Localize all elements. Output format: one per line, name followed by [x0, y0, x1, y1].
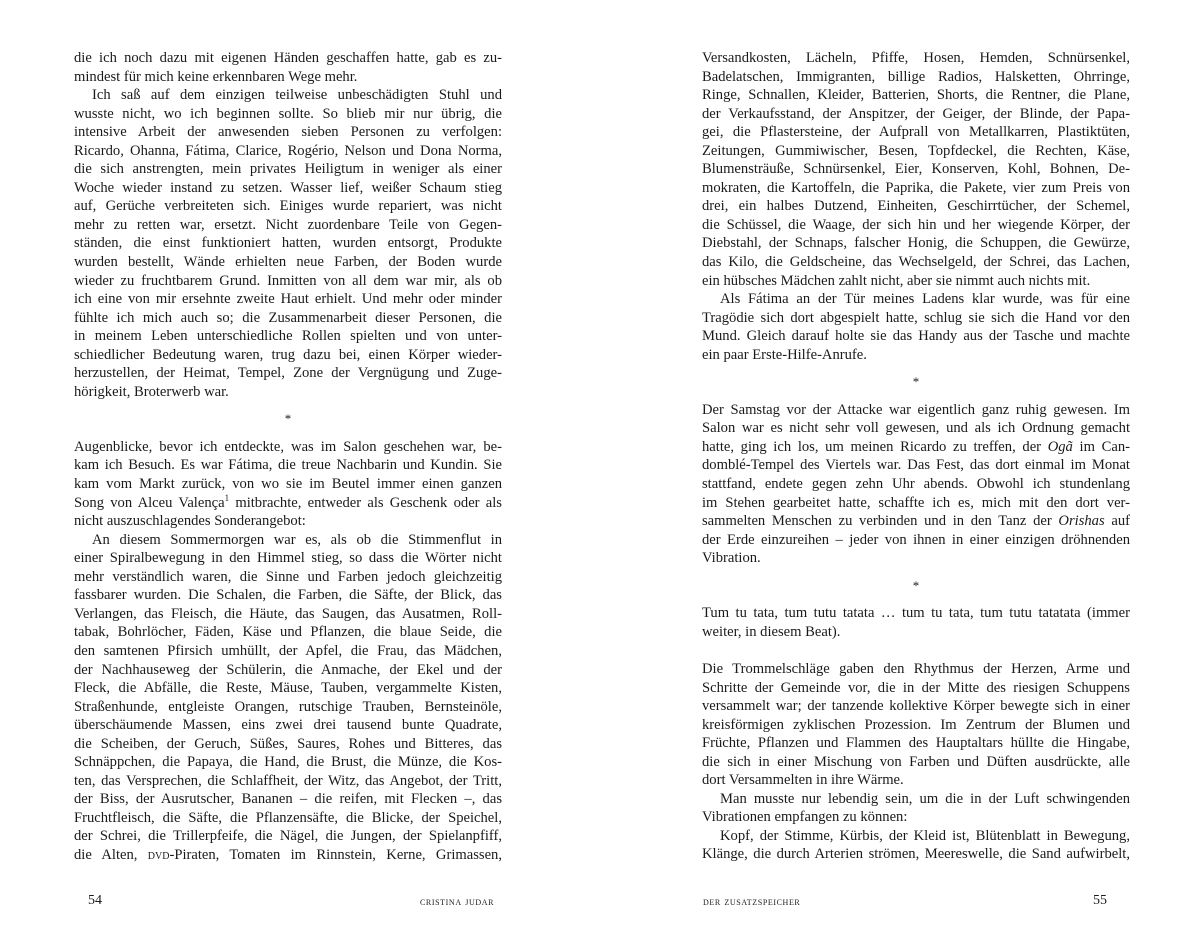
text-line: Klänge, die durch Arterien strömen, Meereswelle, die Sand aufwirbelt, — [702, 846, 1130, 863]
text-line: Verlangen, das Fleisch, die Häute, das Saugen, das Ausatmen, Roll- — [74, 605, 502, 622]
text-line: fassbarer wurden. Die Schalen, die Farben, die Säfte, der Blick, das — [74, 587, 502, 604]
text-line: dort Versammelten in ihre Wärme. — [702, 772, 904, 789]
left-page — [74, 49, 502, 865]
paragraph — [702, 604, 1130, 641]
text-line: gei, die Pflastersteine, der Aufprall von Metallkarren, Plastiktüten, — [702, 124, 1130, 141]
italic-term: Orishas — [1058, 513, 1105, 530]
text-line: Tragödie sich dort abgespielt hatte, schlug sie sich die Hand vor den — [702, 309, 1130, 326]
page-number-left: 54 — [88, 893, 102, 908]
text-line: einer Spiralbewegung in den Himmel stieg, so dass die Wörter nicht — [74, 550, 502, 567]
paragraph — [74, 86, 502, 401]
text-line: intensive Arbeit der anwesenden sieben Personen zu verfolgen: — [74, 124, 502, 141]
text-line: Augenblicke, bevor ich entdeckte, was im Salon geschehen war, be- — [74, 438, 502, 455]
text-line: ich eine von mir ersehnte zweite Haut erhielt. Und mehr oder minder — [74, 291, 502, 308]
paragraph — [702, 401, 1130, 568]
text-line: Straßenhunde, entgleiste Orangen, rutschige Trauben, Bernsteinöle, — [74, 698, 502, 715]
text-line: schiedlicher Bedeutung waren, trug dazu bei, einen Körper wieder- — [74, 346, 502, 363]
text-line: wurden bestellt, Wände erhielten neue Farben, der Boden wurde — [74, 254, 502, 271]
text-line: Als Fátima an der Tür meines Ladens klar wurde, was für eine — [720, 291, 1130, 308]
text-line: das Kilo, die Geldscheine, das Wechselgeld, der Schrei, das Lachen, — [702, 254, 1130, 271]
text-line: mindest für mich keine erkennbaren Wege mehr. — [74, 68, 358, 85]
text-line: Ringe, Schnallen, Kleider, Batterien, Shorts, die Rentner, die Plane, — [702, 87, 1130, 104]
text-line: Tum tu tata, tum tutu tatata … tum tu tata, tum tutu tatatata (immer — [702, 605, 1130, 622]
text-line: der Verkaufsstand, der Anspitzer, der Geiger, der Blinde, der Papa- — [702, 105, 1130, 122]
text-line: sammelten Menschen zu verbinden und in den Tanz der Orishas auf — [702, 513, 1130, 530]
text-line: Der Samstag vor der Attacke war eigentlich ganz ruhig gewesen. Im — [702, 401, 1130, 418]
section-separator: * — [912, 577, 920, 593]
text-line: Versandkosten, Lächeln, Pfiffe, Hosen, Hemden, Schnürsenkel, — [702, 50, 1130, 66]
paragraph — [74, 531, 502, 865]
italic-term: Ogã — [1047, 438, 1073, 455]
text-line: stattfand, endete gegen zehn Uhr abends. Obwohl ich stundenlang — [702, 476, 1130, 493]
text-line: Ricardo, Ohanna, Fátima, Clarice, Rogério, Nelson und Dona Norma, — [74, 142, 502, 159]
text-line: auf, Gerüche verbreiteten sich. Einiges wurde repariert, was nicht — [74, 198, 502, 215]
text-line: überschäumende Massen, eins zwei drei tausend bunte Quadrate, — [74, 717, 502, 734]
text-line: die ich noch dazu mit eigenen Händen geschaffen hatte, gab es zu- — [74, 50, 502, 66]
text-line: Fruchtfleisch, die Säfte, die Pflanzensäfte, die Blicke, der Speichel, — [74, 809, 502, 826]
text-line: Vibration. — [702, 550, 761, 567]
paragraph — [702, 790, 1130, 827]
text-line: kreisförmigen zyklischen Prozession. Im Zentrum der Blumen und — [702, 716, 1130, 733]
text-line: Diebstahl, der Schnaps, falscher Honig, die Schuppen, die Gewürze, — [702, 235, 1130, 252]
text-line: die Schüssel, die Waage, der sich hin und her wiegende Körper, der — [702, 216, 1130, 233]
text-line: ten, das Versprechen, die Schlaffheit, der Witz, das Angebot, der Tritt, — [74, 772, 502, 789]
text-line: die sich in einer Mischung von Farben und Düften ausdrückte, alle — [702, 753, 1130, 770]
text-line: mokraten, die Kartoffeln, die Paprika, die Pakete, vier zum Preis von — [702, 179, 1130, 196]
text-line: wieder zu fruchtbarem Grund. Inmitten von all dem war mir, als ob — [74, 272, 502, 289]
text-line: tabak, Bohrlöcher, Fäden, Käse und Pflanzen, die blaue Seide, die — [74, 624, 502, 641]
text-line: die sich anstrengten, mein privates Heiligtum in weniger als einer — [74, 161, 502, 178]
text-line: Vibrationen empfangen zu können: — [702, 809, 908, 826]
text-line: ständen, die einst funktioniert hatten, wurden entsorgt, Produkte — [74, 235, 502, 252]
text-line: Mund. Gleich darauf holte sie das Handy aus der Tasche und machte — [702, 328, 1130, 345]
text-line: hörigkeit, Broterwerb war. — [74, 383, 229, 400]
text-line: versammelt war; der tanzende kollektive Körper bewegte sich in einer — [702, 698, 1130, 715]
text-line: Blumensträuße, Schnürsenkel, Eier, Konserven, Kohl, Bohnen, De- — [702, 161, 1130, 178]
smallcaps-term: dvd — [147, 846, 170, 863]
text-line: mehr zu retten war, ersetzt. Nicht zuordenbare Teile von Gegen- — [74, 216, 502, 233]
text-line: An diesem Sommermorgen war es, als ob die Stimmenflut in — [92, 531, 502, 548]
text-line: Salon war es nicht sehr voll gewesen, und als ich Ordnung gemacht — [702, 420, 1130, 437]
text-line: in meinem Leben unterschiedliche Rollen spielten und von unter- — [74, 328, 502, 345]
paragraph — [702, 660, 1130, 790]
text-line: der Erde einzureihen – jeder von ihnen in einer einzigen dröhnenden — [702, 531, 1130, 548]
text-line: Song von Alceu Valença$^1$ mitbrachte, entweder als Geschenk oder als — [74, 492, 502, 511]
text-line: Ich saß auf dem einzigen teilweise unbeschädigten Stuhl und — [92, 87, 502, 104]
text-line: Badelatschen, Immigranten, billige Radios, Halsketten, Ohrringe, — [702, 68, 1130, 85]
blank-line — [702, 641, 1130, 660]
text-line: die Scheiben, der Geruch, Süßes, Saures, Rohes und Bitteres, das — [74, 735, 502, 752]
text-line: drei, ein halbes Dutzend, Einheiten, Geschirrtücher, der Schemel, — [702, 198, 1130, 215]
text-line: Schritte der Gemeinde vor, die in der Mitte des riesigen Schuppens — [702, 679, 1130, 696]
section-separator: * — [284, 411, 292, 427]
paragraph — [702, 827, 1130, 864]
paragraph — [702, 49, 1130, 290]
running-head-author: cristina judar — [420, 894, 495, 908]
text-line: kam ich Besuch. Es war Fátima, die treue Nachbarin und Kundin. Sie — [74, 457, 502, 474]
text-line: ein hübsches Mädchen zahlt nicht, aber sie nimmt auch nichts mit. — [702, 272, 1091, 289]
text-line: fühlte ich mich auch so; die Zusammenarbeit dieser Personen, die — [74, 309, 502, 326]
text-line: der Nachhauseweg der Schülerin, die Anmache, der Ekel und der — [74, 661, 502, 678]
section-separator: * — [912, 374, 920, 390]
page-number-right: 55 — [1093, 893, 1107, 908]
paragraph — [74, 438, 502, 531]
text-line: ein paar Erste-Hilfe-Anrufe. — [702, 346, 867, 363]
text-line: Fleck, die Abfälle, die Reste, Mäuse, Tauben, vergammelte Kisten, — [74, 680, 502, 697]
text-line: herzustellen, der Heimat, Tempel, Zone der Vergnügung und Zuge- — [74, 365, 502, 382]
text-line: mehr verständlich waren, die Sinne und Farben jedoch gleichzeitig — [74, 568, 502, 585]
text-line: Die Trommelschläge gaben den Rhythmus der Herzen, Arme und — [702, 660, 1130, 677]
text-line: Schnäppchen, die Papaya, die Hand, die Brust, die Münze, die Kos- — [74, 754, 502, 771]
text-line: Früchte, Pflanzen und Flammen des Hauptaltars hüllte die Hingabe, — [702, 735, 1130, 752]
text-line: im Stehen gearbeitet hatte, schaffte ich es, mich mit den dort ver- — [702, 494, 1130, 511]
right-page — [702, 49, 1130, 864]
running-head-title: der zusatzspeicher — [703, 894, 801, 908]
text-line: kam vom Markt zurück, von wo sie im Beutel immer einen ganzen — [74, 476, 502, 493]
paragraph — [702, 290, 1130, 364]
text-line: Kopf, der Stimme, Kürbis, der Kleid ist, Blütenblatt in Bewegung, — [720, 827, 1130, 844]
text-line: Woche wieder instand zu setzen. Wasser lief, weißer Schaum stieg — [74, 179, 502, 196]
text-line: Zeitungen, Gummiwischer, Besen, Topfdeckel, die Rechten, Käse, — [702, 142, 1130, 159]
footnote-marker: 1 — [224, 492, 230, 503]
text-line: der Biss, der Ausrutscher, Bananen – die reifen, mit Flecken –, das — [74, 791, 502, 808]
text-line: Man musste nur lebendig sein, um die in der Luft schwingenden — [720, 790, 1130, 807]
text-line: hatte, ging ich los, um meinen Ricardo zu treffen, der Ogã im Can- — [702, 438, 1130, 455]
paragraph — [74, 49, 502, 86]
text-line: der Schrei, die Trillerpfeife, die Nägel, die Jungen, der Spielanpfiff, — [74, 828, 502, 845]
text-line: den samtenen Pfirsich umhüllt, der Apfel, die Frau, das Mädchen, — [74, 642, 502, 659]
text-line: weiter, in diesem Beat). — [702, 623, 841, 640]
text-line: die Alten, dvd-Piraten, Tomaten im Rinnstein, Kerne, Grimassen, — [74, 846, 502, 863]
text-line: wusste nicht, wo ich beginnen sollte. So blieb mir nur übrig, die — [74, 105, 502, 122]
text-line: domblé-Tempel des Viertels war. Das Fest, das dort einmal im Monat — [702, 457, 1130, 474]
text-line: nicht auszuschlagendes Sonderangebot: — [74, 513, 306, 530]
